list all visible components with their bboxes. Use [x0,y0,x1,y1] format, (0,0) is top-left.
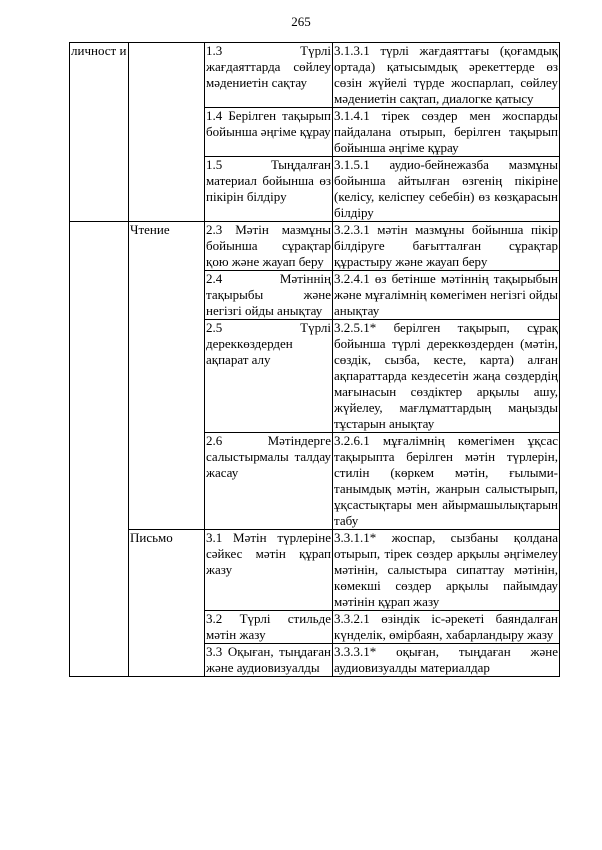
area-cell [70,43,129,222]
skill-label: Чтение [130,222,170,237]
subskill-cell: 2.5 Түрлі дереккөздерден ақпарат алу [205,320,333,433]
objective-cell: 3.1.3.1 түрлі жағдаяттағы (қоғамдық ортада) қатысымдық әрекеттерде өз сөзін жүйелі түрде жоспарлап, сөйлеу мәдениетін сақтап, диалогке қатысу [334,43,558,106]
subskill-cell: 3.2 Түрлі стильде мәтін жазу [206,611,331,642]
subskill-cell: 1.4 Берілген тақырып бойынша әңгіме құрау [205,108,333,157]
objective-cell: 3.2.5.1* берілген тақырып, сұрақ бойынша түрлі дереккөздерден (мәтін, сөздік, сызба, кесте, карта) алған ақпараттарда кездесетін жаңа сөздердің мағынасын сөздіктер арқылы ашу, жүйелеу, мағлұматтардың маңызды тұстарын анықтау [334,320,558,431]
objective-cell: 3.3.1.1* жоспар, сызбаны қолдана отырып, тірек сөздер арқылы әңгімелеу мәтінін, салыстыра сипаттау мәтінін, көмекші сөздер арқылы пайымдау мәтінін құрап жазу [334,530,558,609]
objective-cell: 3.1.5.1 аудио-бейнежазба мазмұны бойынша айтылған өзгенің пікіріне (келісу, келіспеу себебін) өз көзқарасын білдіру [334,157,558,220]
page-number: 265 [291,14,311,29]
subskill-cell: 2.4 Мәтіннің тақырыбы және негізгі ойды анықтау [206,271,331,318]
table-row [70,43,560,108]
objective-cell: 3.2.4.1 өз бетінше мәтіннің тақырыбын және мұғалімнің көмегімен негізгі ойды анықтау [334,271,558,318]
skill-cell-reading [129,222,205,530]
subskill-cell: 2.6 Мәтіндерге салыстырмалы талдау жасау [205,433,333,530]
objective-cell: 3.2.6.1 мұғалімнің көмегімен ұқсас тақырыпта берілген мәтін түрлерін, стилін (көркем мәтін, ғылыми-танымдық мәтін, жанрын салыстырып, ұқсастықтары мен айырмашылықтарын табу [334,433,558,528]
table-row [70,222,560,271]
skill-cell-writing [129,530,205,677]
subskill-cell: 1.3 Түрлі жағдаяттарда сөйлеу мәдениетін сақтау [205,43,333,108]
objective-cell: 3.3.2.1 өзіндік іс-әрекеті баяндалған күнделік, өмірбаян, хабарландыру жазу [334,611,558,642]
subskill-cell: 3.3 Оқыған, тыңдаған және аудиовизуалды [206,644,331,675]
subskill-cell: 3.1 Мәтін түрлеріне сәйкес мәтін құрап жазу [205,530,333,611]
skill-label: Письмо [130,530,173,545]
skill-cell [129,43,205,222]
objective-cell: 3.2.3.1 мәтін мазмұны бойынша пікір білдіруге бағытталған сұрақтар құрастыру және жауап беру [334,222,558,269]
curriculum-table [69,42,560,677]
subskill-cell: 1.5 Тыңдалған материал бойынша өз пікірін білдіру [205,157,333,222]
objective-cell: 3.3.3.1* оқыған, тыңдаған және аудиовизуалды материалдар [334,644,558,675]
subskill-cell: 2.3 Мәтін мазмұны бойынша сұрақтар қою және жауап беру [206,222,331,269]
objective-cell: 3.1.4.1 тірек сөздер мен жоспарды пайдалана отырып, берілген тақырып бойынша әңгіме құрау [334,108,558,155]
area-label: личност и [71,43,127,58]
area-cell [70,222,129,677]
table-row [70,530,560,611]
